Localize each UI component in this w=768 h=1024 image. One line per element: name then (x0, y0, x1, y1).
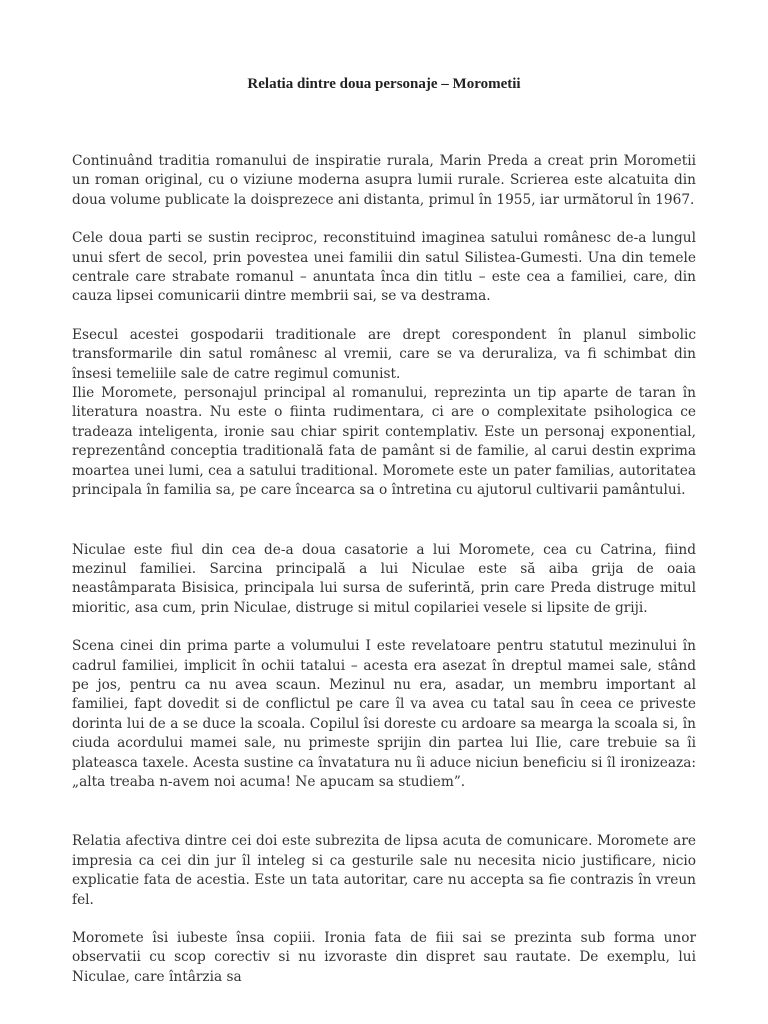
paragraph-spacer (72, 910, 696, 929)
paragraph-spacer (72, 210, 696, 229)
document-body (72, 152, 696, 987)
page-title: Relatia dintre doua personaje – Morometii (247, 76, 521, 92)
paragraph-5: Niculae este fiul din cea de-a doua casatorie a lui Moromete, cea cu Catrina, fiind mezinul familiei. Sarcina principală a lui Niculae este să aiba grija de oaia neastâmparata Bisisica, principala lui sursa de suferintă, prin care Preda distruge mitul mioritic, asa cum, prin Niculae, distruge si mitul copilariei vesele si lipsite de griji. (72, 541, 696, 616)
paragraph-spacer (72, 307, 696, 326)
paragraph-spacer (72, 618, 696, 637)
paragraph-4: Ilie Moromete, personajul principal al romanului, reprezinta un tip aparte de taran în literatura noastra. Nu este o fiinta rudimentara, ci are o complexitate psihologica ce tradeaza inteligenta, ironie sau chiar spirit contemplativ. Este un personaj exponential, reprezentând conceptia traditională fata de pamânt si de familie, al carui destin exprima moartea unei lumi, cea a satului traditional. Moromete este un pater familias, autoritatea principala în familia sa, pe care încearca sa o întretina cu ajutorul cultivarii pamântului. (72, 385, 696, 499)
paragraph-spacer (72, 501, 696, 541)
paragraph-spacer (72, 792, 696, 832)
paragraph-8: Moromete îsi iubeste însa copiii. Ironia fata de fiii sai se prezinta sub forma unor observatii cu scop corectiv si nu izvoraste din dispret sau rautate. De exemplu, lui Niculae, care întârzia sa (72, 930, 696, 985)
paragraph-7: Relatia afectiva dintre cei doi este subrezita de lipsa acuta de comunicare. Moromete are impresia ca cei din jur îl inteleg si ca gesturile sale nu necesita nicio justificare, nicio explicatie fata de acestia. Este un tata autoritar, care nu accepta sa fie contrazis în vreun fel. (72, 833, 696, 908)
paragraph-6: Scena cinei din prima parte a volumului I este revelatoare pentru statutul mezinului în cadrul familiei, implicit în ochii tatalui – acesta era asezat în dreptul mamei sale, stând pe jos, pentru ca nu avea scaun. Mezinul nu era, asadar, un membru important al familiei, fapt dovedit si de conflictul pe care îl va avea cu tatal sau în ceea ce priveste dorinta lui de a se duce la scoala. Copilul îsi doreste cu ardoare sa mearga la scoala si, în ciuda acordului mamei sale, nu primeste sprijin din partea lui Ilie, care trebuie sa îi plateasca taxele. Acesta sustine ca învatatura nu îi aduce niciun beneficiu si îl ironizeaza: „alta treaba n-avem noi acuma! Ne apucam sa studiem”. (72, 638, 696, 790)
paragraph-1: Continuând traditia romanului de inspiratie rurala, Marin Preda a creat prin Morometii un roman original, cu o viziune moderna asupra lumii rurale. Scrierea este alcatuita din doua volume publicate la doisprezece ani distanta, primul în 1955, iar următorul în 1967. (72, 153, 696, 208)
paragraph-3: Esecul acestei gospodarii traditionale are drept corespondent în planul simbolic transformarile din satul românesc al vremii, care se va deruraliza, va fi schimbat din însesi temeliile sale de catre regimul comunist. (72, 326, 696, 382)
paragraph-2: Cele doua parti se sustin reciproc, reconstituind imaginea satului românesc de-a lungul unui sfert de secol, prin povestea unei familii din satul Silistea-Gumesti. Una din temele centrale care strabate romanul – anuntata înca din titlu – este cea a familiei, care, din cauza lipsei comunicarii dintre membrii sai, se va destrama. (72, 230, 696, 305)
